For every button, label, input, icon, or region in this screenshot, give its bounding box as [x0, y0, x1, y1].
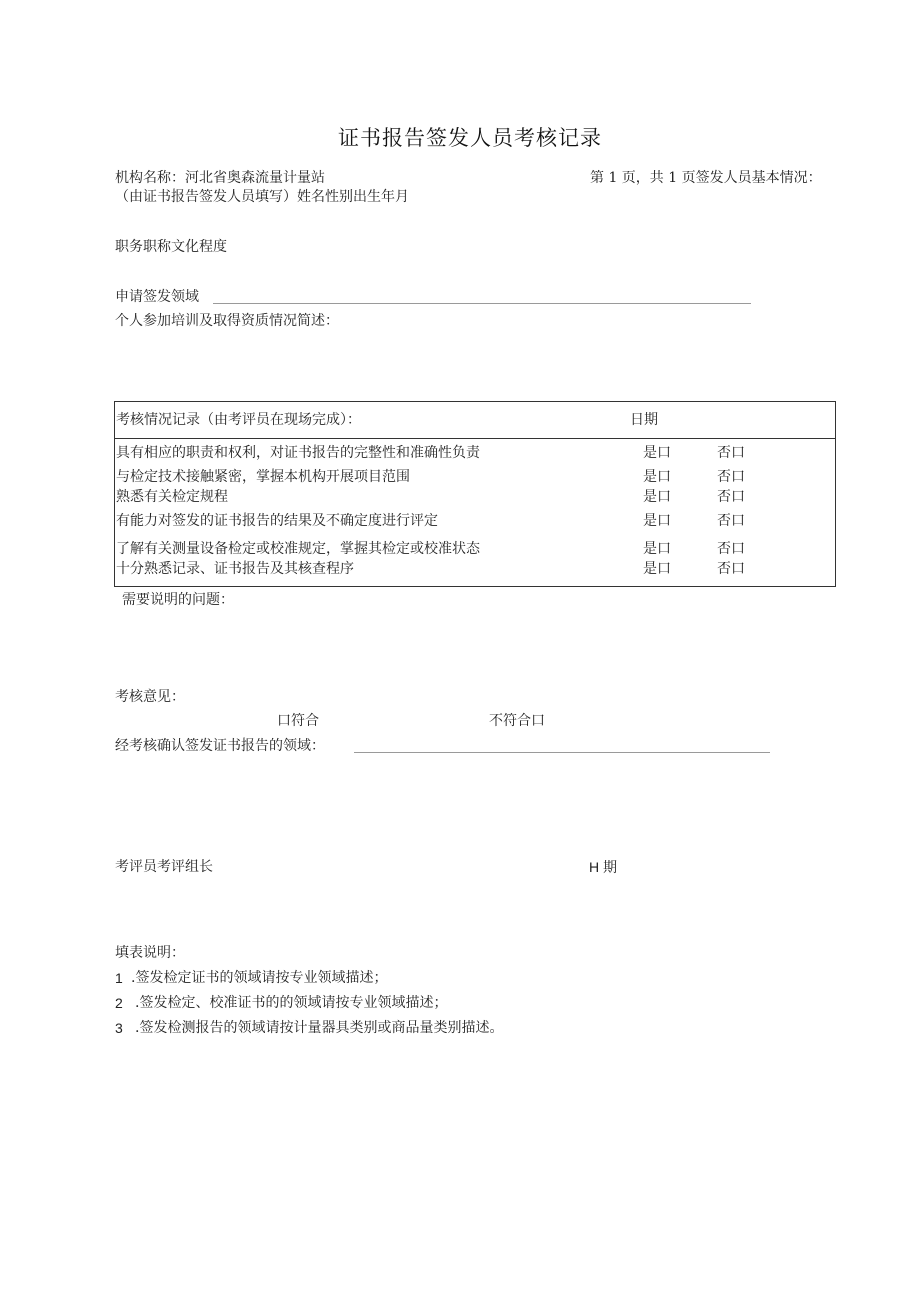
no-checkbox[interactable]: 否口	[717, 489, 745, 505]
note-number: 1	[115, 970, 123, 986]
no-checkbox[interactable]: 否口	[717, 541, 745, 557]
note-text: .签发检测报告的领域请按计量器具类别或商品量类别描述。	[135, 1020, 504, 1036]
table-row-text: 熟悉有关检定规程	[116, 489, 228, 505]
no-checkbox[interactable]: 否口	[717, 561, 745, 577]
table-row-text: 与检定技术接触紧密，掌握本机构开展项目范围	[116, 469, 410, 485]
page-title: 证书报告签发人员考核记录	[338, 126, 602, 150]
issues-label: 需要说明的问题：	[122, 592, 234, 608]
confirmed-field-label: 经考核确认签发证书报告的领域：	[115, 738, 325, 754]
assessment-table	[114, 401, 836, 587]
notes-title: 填表说明：	[115, 945, 185, 961]
table-row-text: 了解有关测量设备检定或校准规定，掌握其检定或校准状态	[116, 541, 480, 557]
no-checkbox[interactable]: 否口	[717, 469, 745, 485]
apply-field-underline	[213, 303, 751, 304]
examiners-label: 考评员考评组长	[115, 859, 213, 875]
yes-checkbox[interactable]: 是口	[643, 561, 671, 577]
table-divider	[115, 438, 835, 439]
no-checkbox[interactable]: 否口	[717, 445, 745, 461]
yes-checkbox[interactable]: 是口	[643, 489, 671, 505]
yes-checkbox[interactable]: 是口	[643, 541, 671, 557]
yes-checkbox[interactable]: 是口	[643, 445, 671, 461]
basic-info-line: （由证书报告签发人员填写）姓名性别出生年月	[115, 189, 409, 205]
yes-checkbox[interactable]: 是口	[643, 469, 671, 485]
opinion-label: 考核意见：	[115, 689, 185, 705]
note-text: .签发检定证书的领域请按专业领域描述；	[131, 970, 388, 986]
no-checkbox[interactable]: 否口	[717, 513, 745, 529]
yes-checkbox[interactable]: 是口	[643, 513, 671, 529]
signature-date-label: H 期	[589, 859, 617, 875]
position-line: 职务职称文化程度	[115, 239, 227, 255]
note-number: 2	[115, 995, 123, 1011]
table-date-label: 日期	[630, 412, 658, 428]
page-count-line: 第 1 页，共 1 页签发人员基本情况：	[590, 170, 822, 186]
table-row-text: 十分熟悉记录、证书报告及其核查程序	[116, 561, 354, 577]
table-header-label: 考核情况记录（由考评员在现场完成）：	[116, 412, 361, 428]
apply-field-label: 申请签发领域	[115, 289, 199, 305]
note-text: .签发检定、校准证书的的领域请按专业领域描述；	[135, 995, 448, 1011]
org-name-line: 机构名称：河北省奥森流量计量站	[115, 170, 325, 186]
not-conform-checkbox[interactable]: 不符合口	[489, 713, 545, 729]
training-label: 个人参加培训及取得资质情况简述：	[115, 313, 339, 329]
table-row-text: 具有相应的职责和权利，对证书报告的完整性和准确性负责	[116, 445, 480, 461]
table-row-text: 有能力对签发的证书报告的结果及不确定度进行评定	[116, 513, 438, 529]
conform-checkbox[interactable]: 口符合	[277, 713, 319, 729]
note-number: 3	[115, 1020, 123, 1036]
confirmed-field-underline	[354, 752, 770, 753]
